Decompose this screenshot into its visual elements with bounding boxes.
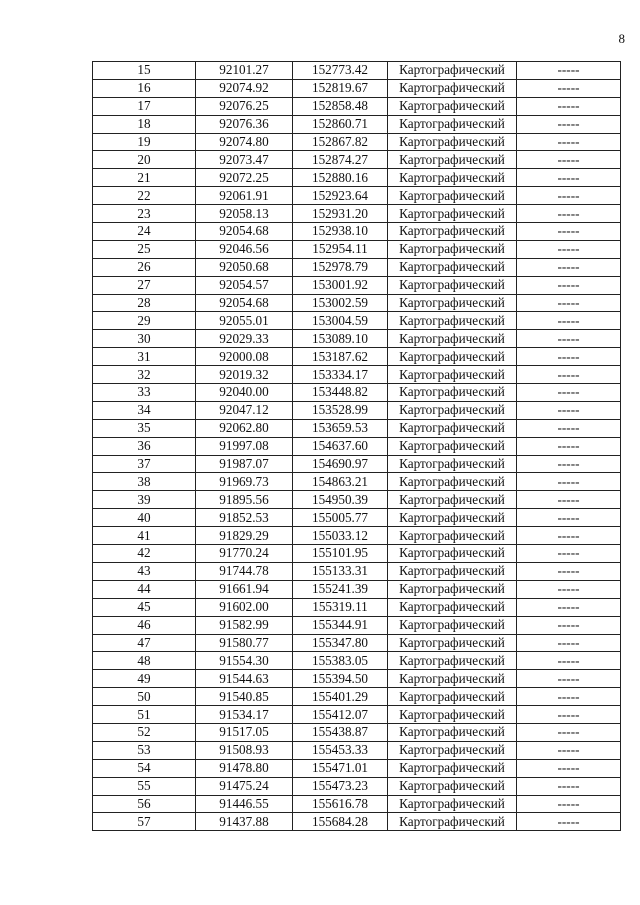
table-row (93, 706, 621, 724)
method-cell: Картографический (388, 151, 517, 169)
point-number-cell: 28 (93, 294, 196, 312)
method-cell: Картографический (388, 97, 517, 115)
y-coordinate-cell: 155101.95 (293, 545, 388, 563)
y-coordinate-cell: 153448.82 (293, 384, 388, 402)
x-coordinate-cell: 92072.25 (196, 169, 293, 187)
y-coordinate-cell: 155453.33 (293, 741, 388, 759)
point-number-cell: 16 (93, 79, 196, 97)
note-cell: ----- (517, 473, 621, 491)
y-coordinate-cell: 152858.48 (293, 97, 388, 115)
x-coordinate-cell: 92019.32 (196, 366, 293, 384)
point-number-cell: 46 (93, 616, 196, 634)
note-cell: ----- (517, 437, 621, 455)
method-cell: Картографический (388, 688, 517, 706)
x-coordinate-cell: 91582.99 (196, 616, 293, 634)
point-number-cell: 34 (93, 401, 196, 419)
table-row (93, 97, 621, 115)
y-coordinate-cell: 155133.31 (293, 562, 388, 580)
coordinates-table (92, 61, 621, 831)
table-row (93, 133, 621, 151)
method-cell: Картографический (388, 437, 517, 455)
method-cell: Картографический (388, 527, 517, 545)
table-row (93, 652, 621, 670)
y-coordinate-cell: 152923.64 (293, 187, 388, 205)
table-row (93, 545, 621, 563)
point-number-cell: 47 (93, 634, 196, 652)
point-number-cell: 42 (93, 545, 196, 563)
y-coordinate-cell: 153334.17 (293, 366, 388, 384)
table-row (93, 759, 621, 777)
x-coordinate-cell: 91534.17 (196, 706, 293, 724)
y-coordinate-cell: 155438.87 (293, 723, 388, 741)
note-cell: ----- (517, 688, 621, 706)
point-number-cell: 20 (93, 151, 196, 169)
note-cell: ----- (517, 509, 621, 527)
y-coordinate-cell: 155412.07 (293, 706, 388, 724)
method-cell: Картографический (388, 545, 517, 563)
point-number-cell: 25 (93, 240, 196, 258)
x-coordinate-cell: 91744.78 (196, 562, 293, 580)
table-row (93, 151, 621, 169)
method-cell: Картографический (388, 580, 517, 598)
table-row (93, 330, 621, 348)
method-cell: Картографический (388, 330, 517, 348)
table-row (93, 437, 621, 455)
point-number-cell: 39 (93, 491, 196, 509)
method-cell: Картографический (388, 491, 517, 509)
method-cell: Картографический (388, 419, 517, 437)
note-cell: ----- (517, 670, 621, 688)
method-cell: Картографический (388, 223, 517, 241)
table-row (93, 562, 621, 580)
note-cell: ----- (517, 258, 621, 276)
x-coordinate-cell: 91969.73 (196, 473, 293, 491)
method-cell: Картографический (388, 455, 517, 473)
table-row (93, 723, 621, 741)
y-coordinate-cell: 155383.05 (293, 652, 388, 670)
point-number-cell: 27 (93, 276, 196, 294)
note-cell: ----- (517, 491, 621, 509)
method-cell: Картографический (388, 598, 517, 616)
table-row (93, 688, 621, 706)
method-cell: Картографический (388, 258, 517, 276)
y-coordinate-cell: 153528.99 (293, 401, 388, 419)
x-coordinate-cell: 91602.00 (196, 598, 293, 616)
y-coordinate-cell: 153659.53 (293, 419, 388, 437)
y-coordinate-cell: 152874.27 (293, 151, 388, 169)
point-number-cell: 48 (93, 652, 196, 670)
method-cell: Картографический (388, 652, 517, 670)
x-coordinate-cell: 92047.12 (196, 401, 293, 419)
point-number-cell: 50 (93, 688, 196, 706)
y-coordinate-cell: 154637.60 (293, 437, 388, 455)
point-number-cell: 22 (93, 187, 196, 205)
note-cell: ----- (517, 777, 621, 795)
y-coordinate-cell: 155033.12 (293, 527, 388, 545)
x-coordinate-cell: 92054.68 (196, 223, 293, 241)
x-coordinate-cell: 92061.91 (196, 187, 293, 205)
y-coordinate-cell: 152978.79 (293, 258, 388, 276)
note-cell: ----- (517, 384, 621, 402)
table-row (93, 598, 621, 616)
method-cell: Картографический (388, 205, 517, 223)
table-row (93, 205, 621, 223)
table-row (93, 223, 621, 241)
x-coordinate-cell: 92101.27 (196, 62, 293, 80)
method-cell: Картографический (388, 670, 517, 688)
y-coordinate-cell: 154690.97 (293, 455, 388, 473)
y-coordinate-cell: 153004.59 (293, 312, 388, 330)
y-coordinate-cell: 152954.11 (293, 240, 388, 258)
y-coordinate-cell: 155344.91 (293, 616, 388, 634)
y-coordinate-cell: 154950.39 (293, 491, 388, 509)
table-row (93, 62, 621, 80)
note-cell: ----- (517, 723, 621, 741)
y-coordinate-cell: 152867.82 (293, 133, 388, 151)
y-coordinate-cell: 154863.21 (293, 473, 388, 491)
table-row (93, 384, 621, 402)
x-coordinate-cell: 92074.80 (196, 133, 293, 151)
point-number-cell: 19 (93, 133, 196, 151)
point-number-cell: 21 (93, 169, 196, 187)
method-cell: Картографический (388, 759, 517, 777)
point-number-cell: 51 (93, 706, 196, 724)
y-coordinate-cell: 155347.80 (293, 634, 388, 652)
y-coordinate-cell: 152819.67 (293, 79, 388, 97)
table-row (93, 312, 621, 330)
point-number-cell: 49 (93, 670, 196, 688)
point-number-cell: 26 (93, 258, 196, 276)
table-row (93, 348, 621, 366)
page-number: 8 (618, 31, 625, 46)
y-coordinate-cell: 153002.59 (293, 294, 388, 312)
note-cell: ----- (517, 545, 621, 563)
table-row (93, 401, 621, 419)
x-coordinate-cell: 91517.05 (196, 723, 293, 741)
method-cell: Картографический (388, 294, 517, 312)
note-cell: ----- (517, 348, 621, 366)
y-coordinate-cell: 152880.16 (293, 169, 388, 187)
table-row (93, 169, 621, 187)
point-number-cell: 43 (93, 562, 196, 580)
x-coordinate-cell: 92046.56 (196, 240, 293, 258)
y-coordinate-cell: 153089.10 (293, 330, 388, 348)
x-coordinate-cell: 91987.07 (196, 455, 293, 473)
table-row (93, 258, 621, 276)
y-coordinate-cell: 152931.20 (293, 205, 388, 223)
x-coordinate-cell: 91544.63 (196, 670, 293, 688)
x-coordinate-cell: 92074.92 (196, 79, 293, 97)
point-number-cell: 18 (93, 115, 196, 133)
x-coordinate-cell: 91997.08 (196, 437, 293, 455)
y-coordinate-cell: 155401.29 (293, 688, 388, 706)
note-cell: ----- (517, 205, 621, 223)
note-cell: ----- (517, 706, 621, 724)
method-cell: Картографический (388, 384, 517, 402)
note-cell: ----- (517, 634, 621, 652)
point-number-cell: 31 (93, 348, 196, 366)
y-coordinate-cell: 155616.78 (293, 795, 388, 813)
method-cell: Картографический (388, 813, 517, 831)
point-number-cell: 15 (93, 62, 196, 80)
table-row (93, 240, 621, 258)
table-row (93, 294, 621, 312)
table-row (93, 115, 621, 133)
method-cell: Картографический (388, 795, 517, 813)
method-cell: Картографический (388, 276, 517, 294)
method-cell: Картографический (388, 240, 517, 258)
x-coordinate-cell: 92029.33 (196, 330, 293, 348)
method-cell: Картографический (388, 62, 517, 80)
note-cell: ----- (517, 330, 621, 348)
point-number-cell: 24 (93, 223, 196, 241)
method-cell: Картографический (388, 634, 517, 652)
note-cell: ----- (517, 616, 621, 634)
note-cell: ----- (517, 419, 621, 437)
x-coordinate-cell: 91580.77 (196, 634, 293, 652)
point-number-cell: 54 (93, 759, 196, 777)
point-number-cell: 40 (93, 509, 196, 527)
x-coordinate-cell: 92076.25 (196, 97, 293, 115)
point-number-cell: 23 (93, 205, 196, 223)
x-coordinate-cell: 92055.01 (196, 312, 293, 330)
x-coordinate-cell: 92050.68 (196, 258, 293, 276)
method-cell: Картографический (388, 473, 517, 491)
x-coordinate-cell: 91895.56 (196, 491, 293, 509)
table-row (93, 276, 621, 294)
point-number-cell: 52 (93, 723, 196, 741)
y-coordinate-cell: 155473.23 (293, 777, 388, 795)
x-coordinate-cell: 91475.24 (196, 777, 293, 795)
note-cell: ----- (517, 62, 621, 80)
note-cell: ----- (517, 115, 621, 133)
y-coordinate-cell: 152938.10 (293, 223, 388, 241)
x-coordinate-cell: 92076.36 (196, 115, 293, 133)
method-cell: Картографический (388, 348, 517, 366)
table-row (93, 366, 621, 384)
x-coordinate-cell: 91478.80 (196, 759, 293, 777)
point-number-cell: 41 (93, 527, 196, 545)
method-cell: Картографический (388, 616, 517, 634)
note-cell: ----- (517, 580, 621, 598)
point-number-cell: 44 (93, 580, 196, 598)
x-coordinate-cell: 92054.57 (196, 276, 293, 294)
note-cell: ----- (517, 151, 621, 169)
x-coordinate-cell: 91829.29 (196, 527, 293, 545)
method-cell: Картографический (388, 79, 517, 97)
x-coordinate-cell: 91446.55 (196, 795, 293, 813)
method-cell: Картографический (388, 777, 517, 795)
method-cell: Картографический (388, 115, 517, 133)
note-cell: ----- (517, 401, 621, 419)
x-coordinate-cell: 92058.13 (196, 205, 293, 223)
y-coordinate-cell: 155684.28 (293, 813, 388, 831)
table-row (93, 580, 621, 598)
point-number-cell: 35 (93, 419, 196, 437)
x-coordinate-cell: 91508.93 (196, 741, 293, 759)
table-row (93, 777, 621, 795)
x-coordinate-cell: 92040.00 (196, 384, 293, 402)
y-coordinate-cell: 155394.50 (293, 670, 388, 688)
y-coordinate-cell: 153001.92 (293, 276, 388, 294)
note-cell: ----- (517, 133, 621, 151)
method-cell: Картографический (388, 401, 517, 419)
note-cell: ----- (517, 169, 621, 187)
note-cell: ----- (517, 759, 621, 777)
point-number-cell: 53 (93, 741, 196, 759)
note-cell: ----- (517, 795, 621, 813)
note-cell: ----- (517, 294, 621, 312)
note-cell: ----- (517, 562, 621, 580)
note-cell: ----- (517, 97, 621, 115)
point-number-cell: 56 (93, 795, 196, 813)
y-coordinate-cell: 153187.62 (293, 348, 388, 366)
note-cell: ----- (517, 455, 621, 473)
coordinates-table-body (93, 62, 621, 831)
x-coordinate-cell: 91770.24 (196, 545, 293, 563)
y-coordinate-cell: 155241.39 (293, 580, 388, 598)
method-cell: Картографический (388, 723, 517, 741)
x-coordinate-cell: 91852.53 (196, 509, 293, 527)
x-coordinate-cell: 92062.80 (196, 419, 293, 437)
x-coordinate-cell: 91437.88 (196, 813, 293, 831)
y-coordinate-cell: 155005.77 (293, 509, 388, 527)
method-cell: Картографический (388, 187, 517, 205)
point-number-cell: 30 (93, 330, 196, 348)
table-row (93, 473, 621, 491)
table-row (93, 509, 621, 527)
point-number-cell: 37 (93, 455, 196, 473)
note-cell: ----- (517, 312, 621, 330)
method-cell: Картографический (388, 741, 517, 759)
note-cell: ----- (517, 223, 621, 241)
point-number-cell: 29 (93, 312, 196, 330)
table-row (93, 616, 621, 634)
note-cell: ----- (517, 813, 621, 831)
y-coordinate-cell: 155319.11 (293, 598, 388, 616)
table-row (93, 813, 621, 831)
method-cell: Картографический (388, 706, 517, 724)
x-coordinate-cell: 92000.08 (196, 348, 293, 366)
point-number-cell: 38 (93, 473, 196, 491)
point-number-cell: 57 (93, 813, 196, 831)
x-coordinate-cell: 91540.85 (196, 688, 293, 706)
table-row (93, 527, 621, 545)
method-cell: Картографический (388, 366, 517, 384)
method-cell: Картографический (388, 562, 517, 580)
point-number-cell: 36 (93, 437, 196, 455)
table-row (93, 419, 621, 437)
table-row (93, 670, 621, 688)
point-number-cell: 33 (93, 384, 196, 402)
y-coordinate-cell: 152860.71 (293, 115, 388, 133)
note-cell: ----- (517, 366, 621, 384)
note-cell: ----- (517, 79, 621, 97)
note-cell: ----- (517, 741, 621, 759)
point-number-cell: 55 (93, 777, 196, 795)
note-cell: ----- (517, 527, 621, 545)
table-row (93, 634, 621, 652)
note-cell: ----- (517, 598, 621, 616)
method-cell: Картографический (388, 509, 517, 527)
table-row (93, 79, 621, 97)
x-coordinate-cell: 91661.94 (196, 580, 293, 598)
note-cell: ----- (517, 240, 621, 258)
point-number-cell: 32 (93, 366, 196, 384)
y-coordinate-cell: 152773.42 (293, 62, 388, 80)
table-row (93, 741, 621, 759)
note-cell: ----- (517, 187, 621, 205)
table-row (93, 491, 621, 509)
table-row (93, 795, 621, 813)
method-cell: Картографический (388, 169, 517, 187)
note-cell: ----- (517, 276, 621, 294)
x-coordinate-cell: 92073.47 (196, 151, 293, 169)
x-coordinate-cell: 91554.30 (196, 652, 293, 670)
note-cell: ----- (517, 652, 621, 670)
table-row (93, 455, 621, 473)
point-number-cell: 45 (93, 598, 196, 616)
method-cell: Картографический (388, 312, 517, 330)
table-row (93, 187, 621, 205)
method-cell: Картографический (388, 133, 517, 151)
point-number-cell: 17 (93, 97, 196, 115)
x-coordinate-cell: 92054.68 (196, 294, 293, 312)
y-coordinate-cell: 155471.01 (293, 759, 388, 777)
